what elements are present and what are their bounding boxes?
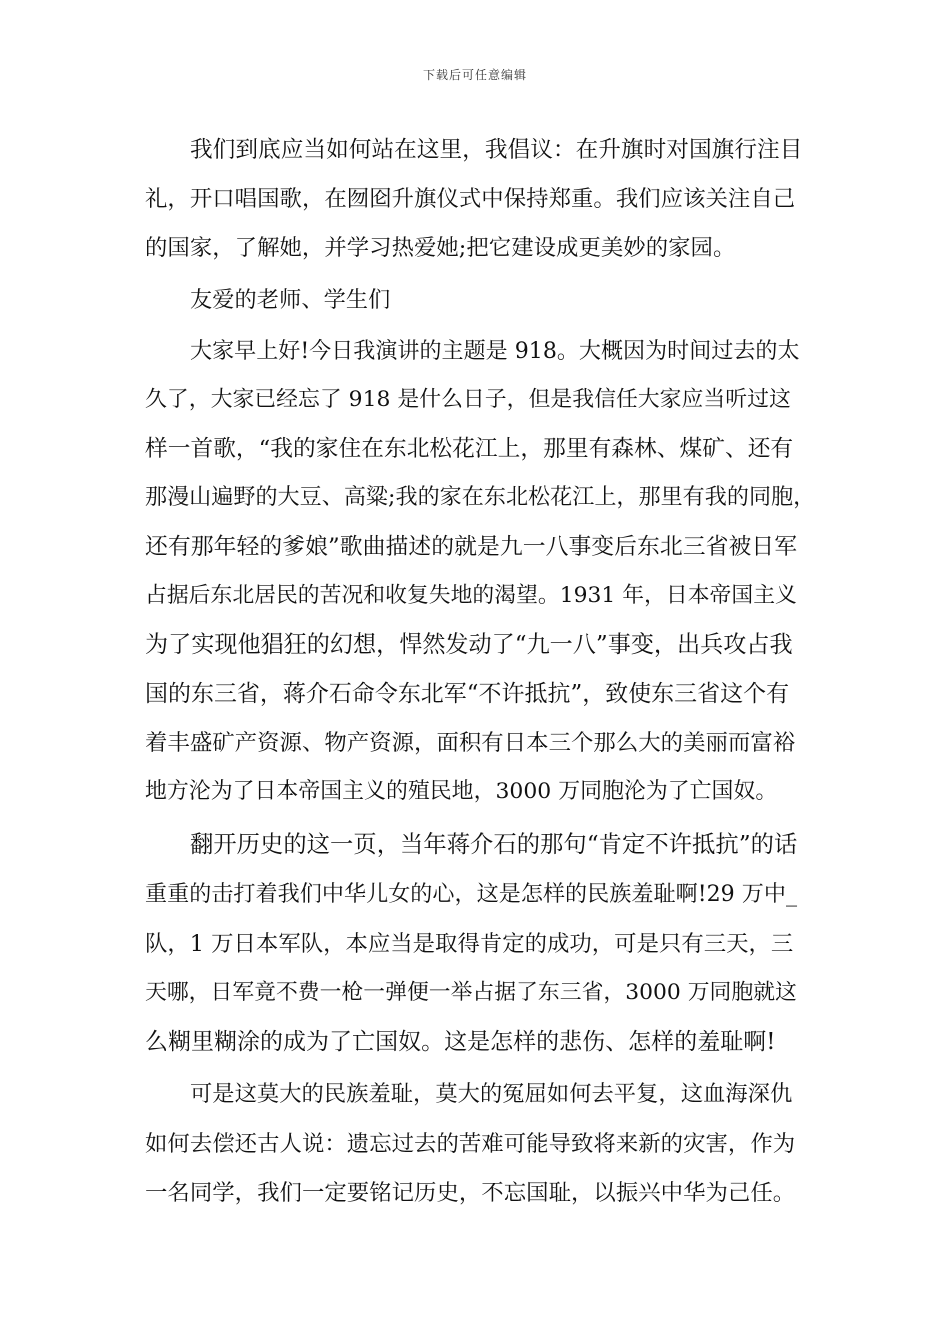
text-line: 么糊里糊涂的成为了亡国奴。这是怎样的悲伤、怎样的羞耻啊!: [145, 1029, 776, 1055]
text-line: 的国家，了解她，并学习热爱她;把它建设成更美妙的家园。: [145, 235, 736, 261]
text-line: 我们到底应当如何站在这里，我倡议：在升旗时对国旗行注目: [190, 137, 803, 163]
text-line: 那漫山遍野的大豆、高粱;我的家在东北松花江上，那里有我的同胞，: [145, 485, 816, 510]
text-line: 队，1 万日本军队，本应当是取得肯定的成功，可是只有三天，三: [145, 931, 794, 957]
text-line: 着丰盛矿产资源、物产资源，面积有日本三个那么大的美丽而富裕: [145, 730, 796, 756]
text-line: 地方沦为了日本帝国主义的殖民地，3000 万同胞沦为了亡国奴。: [145, 779, 778, 804]
text-line: 占据后东北居民的苦况和收复失地的渴望。1931 年，日本帝国主义: [145, 583, 797, 608]
text-line: 如何去偿还古人说：遗忘过去的苦难可能导致将来新的灾害，作为: [145, 1131, 796, 1157]
text-line: 国的东三省，蒋介石命令东北军“不许抵抗”，致使东三省这个有: [145, 681, 790, 707]
page-header: 下载后可任意编辑: [422, 68, 527, 82]
text-line: 可是这莫大的民族羞耻，莫大的冤屈如何去平复，这血海深仇: [190, 1081, 793, 1107]
text-line: 为了实现他猖狂的幻想，悍然发动了“九一八”事变，出兵攻占我: [145, 632, 793, 658]
text-line: 礼，开口唱国歌，在囫囵升旗仪式中保持郑重。我们应该关注自己: [145, 186, 796, 212]
text-line: 久了，大家已经忘了 918 是什么日子，但是我信任大家应当听过这: [145, 387, 791, 412]
text-line: 大家早上好!今日我演讲的主题是 918。大概因为时间过去的太: [190, 339, 800, 364]
text-line: 样一首歌，“我的家住在东北松花江上，那里有森林、煤矿、还有: [145, 436, 794, 462]
text-line: 天哪，日军竟不费一枪一弹便一举占据了东三省，3000 万同胞就这: [145, 980, 797, 1005]
text-line: 还有那年轻的爹娘”歌曲描述的就是九一八事变后东北三省被日军: [145, 534, 798, 560]
text-line: 重重的击打着我们中华儿女的心，这是怎样的民族羞耻啊!29 万中_: [145, 881, 798, 907]
text-line: 一名同学，我们一定要铭记历史，不忘国耻，以振兴中华为己任。: [145, 1180, 796, 1206]
text-line: 友爱的老师、学生们: [190, 287, 391, 313]
text-line: 翻开历史的这一页，当年蒋介石的那句“肯定不许抵抗”的话: [190, 831, 798, 858]
